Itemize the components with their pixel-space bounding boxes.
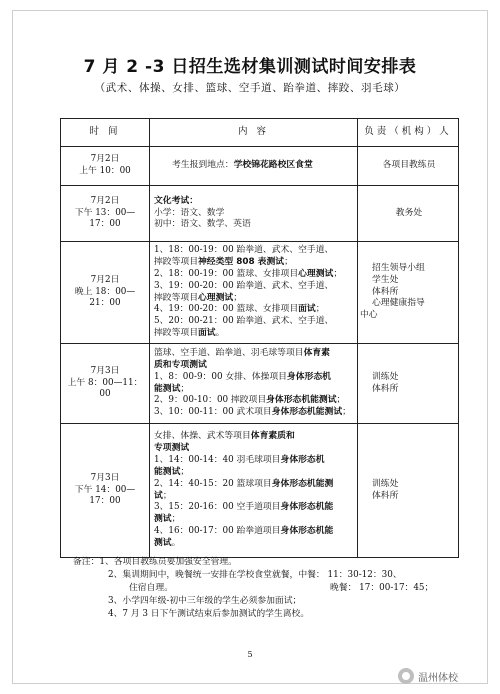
watermark-text: 温州体校	[418, 672, 458, 684]
time-cell	[61, 186, 150, 242]
time-line: 7月3日	[90, 472, 120, 483]
content-text: ；	[180, 466, 190, 477]
content-text: 4、19：00-20：00 篮球、女排项目	[154, 304, 299, 315]
notes-section	[73, 556, 473, 621]
content-line	[154, 360, 353, 372]
content-emphasis: 心理测试	[198, 292, 234, 303]
content-emphasis: 质和专项测试	[154, 359, 207, 370]
content-emphasis: 神经类型 808 表测试	[198, 256, 285, 267]
content-line	[154, 293, 353, 305]
content-line	[154, 257, 353, 269]
content-emphasis: 学校锦花路校区食堂	[233, 160, 313, 171]
header-owner: 负责（机构）人	[358, 119, 459, 147]
time-cell	[61, 147, 150, 186]
content-text: 1、8：00-9：00 女排、体操项目	[154, 371, 287, 382]
content-emphasis: 身体形态机能	[280, 526, 334, 537]
content-emphasis: 身体形态机能测试	[266, 395, 337, 406]
content-text: 女排、体操、武术等项目	[154, 430, 251, 441]
owner-cell	[358, 147, 459, 186]
owner-cell	[358, 344, 459, 424]
table-header-row	[61, 119, 459, 147]
content-emphasis: 能测试	[154, 466, 181, 477]
content-line	[154, 316, 353, 328]
header-content: 内 容	[150, 119, 358, 147]
owner-line: 中心	[360, 310, 378, 321]
content-emphasis: 能测试	[154, 383, 181, 394]
content-line	[154, 304, 353, 316]
watermark	[398, 668, 458, 684]
content-line	[154, 479, 353, 491]
owner-line: 学生处	[372, 274, 399, 285]
content-text: 3、19：00-20：00 跆拳道、武术、空手道、	[154, 280, 334, 291]
content-cell	[150, 344, 358, 424]
content-emphasis: 测试	[154, 538, 172, 549]
content-emphasis: 身体形态机能测试	[271, 407, 343, 418]
content-line	[154, 455, 353, 467]
owner-line: 体科所	[372, 490, 399, 501]
content-emphasis: 面试	[198, 328, 216, 339]
content-emphasis: 测试	[154, 514, 172, 525]
content-line	[154, 431, 353, 443]
owner-line: 各项目教练员	[382, 160, 436, 171]
owner-cell	[358, 242, 459, 344]
content-text: 3、15：20-16：00 空手道项目	[154, 502, 281, 513]
content-text: 2、18：00-19：00 篮球、女排项目	[154, 268, 299, 279]
wechat-logo-icon	[398, 668, 414, 684]
content-text: 4、16：00-17：00 跆拳道项目	[154, 526, 281, 537]
content-line	[154, 443, 353, 455]
content-line	[154, 407, 353, 419]
content-text: ；	[315, 304, 325, 315]
content-line	[154, 269, 353, 281]
content-line	[154, 245, 353, 257]
content-emphasis: 体育素	[303, 347, 330, 358]
content-line	[154, 514, 353, 526]
content-line	[172, 160, 353, 172]
notes-label: 备注：	[73, 557, 100, 567]
content-emphasis: 身体形态机	[286, 371, 331, 382]
content-text: 1、14：00-14：40 羽毛球项目	[154, 454, 281, 465]
content-cell	[150, 147, 358, 186]
owner-cell	[358, 424, 459, 558]
time-line: 上午 8：00—11：00	[67, 377, 143, 400]
note-item: 晚餐： 17：00-17：45；	[330, 583, 434, 593]
content-text: ；	[284, 256, 293, 267]
owner-line: 心理健康指导	[372, 298, 425, 309]
content-text: 1、18：00-19：00 跆拳道、武术、空手道、	[154, 244, 334, 255]
content-emphasis: 面试	[298, 304, 316, 315]
content-line	[154, 538, 353, 550]
content-line	[154, 348, 353, 360]
content-text: ；	[180, 383, 190, 394]
content-line	[154, 384, 353, 396]
content-text: 5、20：00-21：00 跆拳道、武术、空手道、	[154, 316, 334, 327]
content-text: 初中：语文、数学、英语	[154, 219, 251, 230]
content-line	[154, 491, 353, 503]
owner-cell	[358, 186, 459, 242]
time-line: 下午 14：00—17：00	[74, 484, 136, 507]
content-text: 小学：语文、数学	[154, 207, 225, 218]
document-subtitle: （武术、体操、女排、篮球、空手道、跆拳道、摔跤、羽毛球）	[94, 82, 406, 94]
content-text: ；	[233, 292, 243, 303]
content-text: 。	[171, 538, 181, 549]
time-line: 7月2日	[90, 195, 120, 206]
schedule-table	[60, 118, 459, 558]
owner-line: 训练处	[372, 478, 399, 489]
time-cell	[61, 242, 150, 344]
content-emphasis: 专项测试	[154, 442, 190, 453]
content-cell	[150, 186, 358, 242]
time-line: 上午 10：00	[79, 166, 131, 176]
note-item: 2、集训期间中，晚餐统一安排在学校食堂就餐，中餐： 11：30-12：30、	[108, 570, 402, 580]
note-item: 3、小学四年级-初中三年级的学生必须参加面试；	[108, 596, 302, 606]
note-item: 4、7 月 3 日下午测试结束后参加测试的学生离校。	[108, 609, 310, 619]
content-emphasis: 试	[154, 490, 163, 501]
content-text: 考生报到地点：	[172, 160, 234, 171]
content-emphasis: 心理测试	[298, 268, 334, 279]
content-text: ；	[342, 407, 351, 418]
content-line	[154, 281, 353, 293]
table-row	[61, 242, 459, 344]
content-text: 。	[215, 328, 225, 339]
content-line	[154, 372, 353, 384]
table-row	[61, 344, 459, 424]
time-line: 晚上 18：00—21：00	[74, 286, 136, 309]
content-emphasis: 体育素质和	[250, 430, 295, 441]
content-text: 2、9：00-10：00 摔跤项目	[154, 395, 267, 406]
content-text: 摔跤等项目	[154, 292, 198, 303]
content-cell	[150, 242, 358, 344]
time-line: 下午 13：00—17：00	[74, 207, 136, 230]
time-line: 7月3日	[90, 365, 120, 376]
content-line	[154, 502, 353, 514]
content-emphasis: 身体形态机能测	[271, 478, 334, 489]
content-line	[154, 395, 353, 407]
content-text: 3、10：00-11：00 武术项目	[154, 407, 272, 418]
table-row	[61, 186, 459, 242]
time-line: 7月2日	[90, 154, 120, 165]
content-text: ；	[162, 490, 172, 501]
content-emphasis: 身体形态机	[280, 454, 325, 465]
content-text: 摔跤等项目	[154, 256, 198, 267]
time-line: 7月2日	[90, 274, 120, 285]
content-line	[154, 196, 353, 208]
schedule-body	[61, 147, 459, 558]
time-cell	[61, 344, 150, 424]
owner-line: 体科所	[372, 383, 399, 394]
content-text: 篮球、空手道、跆拳道、羽毛球等项目	[154, 347, 304, 358]
owner-line: 教务处	[395, 207, 423, 218]
content-line	[154, 219, 353, 231]
content-emphasis: 身体形态机能	[280, 502, 334, 513]
note-item: 1、各项目教练员要加强安全管理。	[99, 557, 237, 567]
content-line	[154, 467, 353, 479]
owner-line: 训练处	[372, 371, 399, 382]
content-line	[154, 526, 353, 538]
page-number: 5	[247, 650, 253, 659]
owner-line: 体科所	[372, 286, 399, 297]
content-text: 摔跤等项目	[154, 328, 198, 339]
table-row	[61, 424, 459, 558]
content-line	[154, 208, 353, 220]
content-text: ；	[336, 395, 346, 406]
document-title: 7 月 2 -3 日招生选材集训测试时间安排表	[83, 57, 417, 77]
table-row	[61, 147, 459, 186]
note-item: 住宿自理。	[129, 583, 173, 593]
content-emphasis: 文化考试：	[154, 195, 198, 206]
content-text: ；	[171, 514, 181, 525]
content-line	[154, 328, 353, 340]
time-cell	[61, 424, 150, 558]
content-text: 2、14：40-15：20 篮球项目	[154, 478, 272, 489]
header-time: 时 间	[61, 119, 150, 147]
owner-line: 招生领导小组	[372, 262, 425, 273]
content-text: ；	[333, 268, 343, 279]
content-cell	[150, 424, 358, 558]
